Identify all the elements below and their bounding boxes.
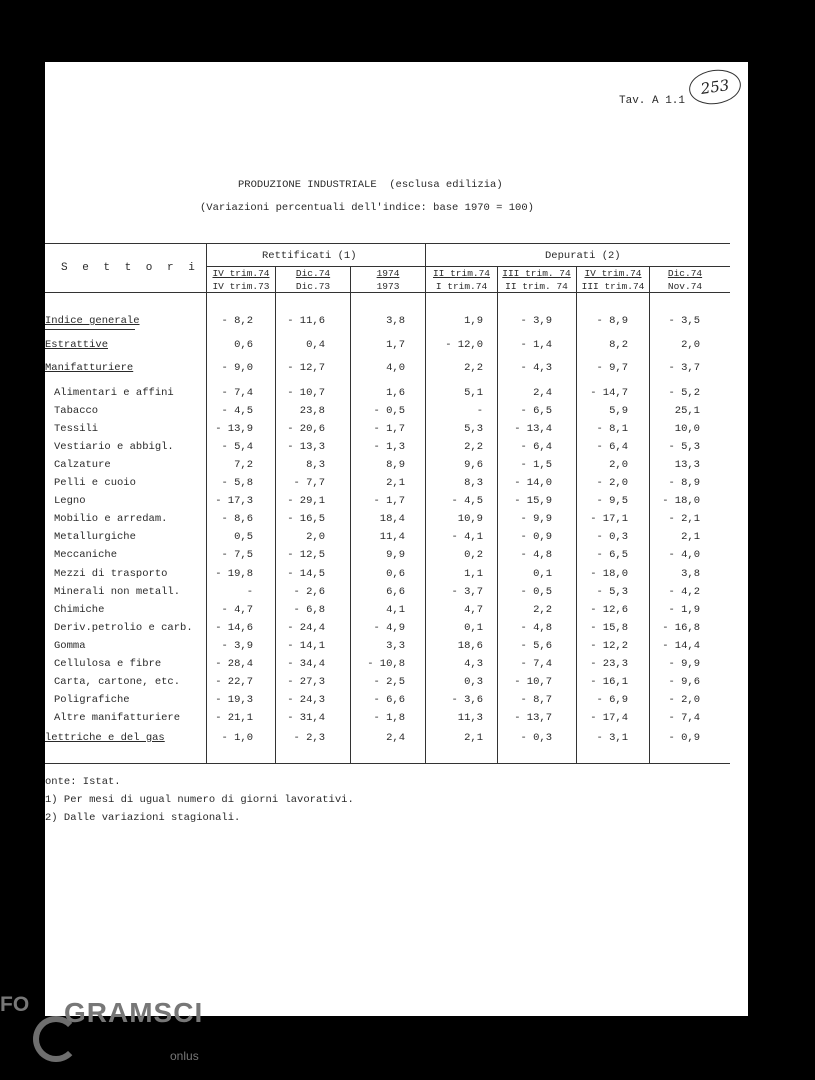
value-cell: 9,9 bbox=[386, 549, 405, 561]
value-cell: - 5,2 bbox=[668, 387, 700, 399]
value-cell: - 1,9 bbox=[668, 604, 700, 616]
value-cell: - 0,5 bbox=[520, 586, 552, 598]
value-cell: - 11,6 bbox=[287, 315, 325, 327]
value-cell: - 5,3 bbox=[668, 441, 700, 453]
watermark-sub: onlus bbox=[170, 1049, 199, 1063]
value-cell: - 3,9 bbox=[520, 315, 552, 327]
value-cell: - 3,9 bbox=[221, 640, 253, 652]
value-cell: - 13,4 bbox=[514, 423, 552, 435]
table-row bbox=[45, 658, 730, 673]
value-cell: 1,9 bbox=[464, 315, 483, 327]
value-cell: - 0,9 bbox=[520, 531, 552, 543]
settori-header: S e t t o r i bbox=[61, 262, 199, 274]
value-cell: 10,0 bbox=[674, 423, 700, 435]
value-cell: - 0,3 bbox=[596, 531, 628, 543]
value-cell: 8,9 bbox=[386, 459, 405, 471]
rettificati-header: Rettificati (1) bbox=[262, 250, 357, 262]
sector-label: Minerali non metall. bbox=[54, 586, 181, 598]
table-row bbox=[45, 387, 730, 402]
value-cell: - 3,7 bbox=[668, 362, 700, 374]
sector-label: Alimentari e affini bbox=[54, 387, 174, 399]
watermark-prefix: FO bbox=[0, 993, 30, 1016]
value-cell: - 4,8 bbox=[520, 622, 552, 634]
value-cell: - 14,5 bbox=[287, 568, 325, 580]
table-row bbox=[45, 441, 730, 456]
period-current: II trim.74 bbox=[432, 268, 490, 279]
value-cell: - 1,5 bbox=[520, 459, 552, 471]
value-cell: - 9,9 bbox=[520, 513, 552, 525]
value-cell: - 4,8 bbox=[520, 549, 552, 561]
value-cell: 0,4 bbox=[306, 339, 325, 351]
value-cell: 6,6 bbox=[386, 586, 405, 598]
value-cell: - 0,9 bbox=[668, 732, 700, 744]
value-cell: - 10,7 bbox=[514, 676, 552, 688]
value-cell: 0,6 bbox=[386, 568, 405, 580]
value-cell: - 2,5 bbox=[373, 676, 405, 688]
sector-label: Carta, cartone, etc. bbox=[54, 676, 181, 688]
value-cell: - 13,7 bbox=[514, 712, 552, 724]
value-cell: - 4,9 bbox=[373, 622, 405, 634]
period-current: III trim. 74 bbox=[502, 268, 571, 279]
period-current: IV trim.74 bbox=[212, 268, 270, 279]
value-cell: 8,3 bbox=[306, 459, 325, 471]
value-cell: - 21,1 bbox=[215, 712, 253, 724]
value-cell: - 22,7 bbox=[215, 676, 253, 688]
value-cell: - 1,8 bbox=[373, 712, 405, 724]
value-cell: 23,8 bbox=[299, 405, 325, 417]
value-cell: - 7,4 bbox=[520, 658, 552, 670]
value-cell: 2,0 bbox=[306, 531, 325, 543]
value-cell: - 1,0 bbox=[221, 732, 253, 744]
table-top-rule bbox=[45, 243, 730, 244]
value-cell: - 7,5 bbox=[221, 549, 253, 561]
value-cell: - bbox=[476, 405, 483, 417]
value-cell: - 16,8 bbox=[662, 622, 700, 634]
value-cell: 2,2 bbox=[533, 604, 552, 616]
table-row bbox=[45, 339, 730, 354]
value-cell: - 0,5 bbox=[373, 405, 405, 417]
value-cell: - 1,7 bbox=[373, 423, 405, 435]
value-cell: - 15,9 bbox=[514, 495, 552, 507]
value-cell: - 12,5 bbox=[287, 549, 325, 561]
sector-label: Mezzi di trasporto bbox=[54, 568, 168, 580]
value-cell: - 14,7 bbox=[590, 387, 628, 399]
value-cell: 5,1 bbox=[464, 387, 483, 399]
sector-label: Mobilio e arredam. bbox=[54, 513, 168, 525]
table-row bbox=[45, 622, 730, 637]
period-header bbox=[353, 267, 423, 293]
period-current: IV trim.74 bbox=[584, 268, 642, 279]
table-row bbox=[45, 549, 730, 564]
value-cell: - 17,3 bbox=[215, 495, 253, 507]
value-cell: 1,6 bbox=[386, 387, 405, 399]
value-cell: - 4,5 bbox=[451, 495, 483, 507]
watermark-name: GRAMSCI bbox=[64, 997, 204, 1028]
table-row bbox=[45, 640, 730, 655]
table-row bbox=[45, 712, 730, 727]
source-note: onte: Istat. bbox=[45, 776, 121, 788]
period-current: Dic.74 bbox=[667, 268, 703, 279]
period-previous: II trim. 74 bbox=[505, 281, 568, 292]
value-cell: - 4,0 bbox=[668, 549, 700, 561]
value-cell: - 3,7 bbox=[451, 586, 483, 598]
value-cell: 3,8 bbox=[681, 568, 700, 580]
value-cell: - 9,9 bbox=[668, 658, 700, 670]
archive-watermark bbox=[0, 985, 815, 1080]
sector-label: Metallurgiche bbox=[54, 531, 136, 543]
sector-label: Chimiche bbox=[54, 604, 105, 616]
value-cell: 2,4 bbox=[533, 387, 552, 399]
value-cell: - 18,0 bbox=[590, 568, 628, 580]
value-cell: - 2,6 bbox=[293, 586, 325, 598]
value-cell: 11,4 bbox=[379, 531, 405, 543]
value-cell: 8,2 bbox=[609, 339, 628, 351]
sector-label: Altre manifatturiere bbox=[54, 712, 181, 724]
value-cell: - 5,3 bbox=[596, 586, 628, 598]
table-row bbox=[45, 477, 730, 492]
value-cell: - 2,0 bbox=[668, 694, 700, 706]
value-cell: - 8,2 bbox=[221, 315, 253, 327]
value-cell: 7,2 bbox=[234, 459, 253, 471]
sector-label: Cellulosa e fibre bbox=[54, 658, 162, 670]
value-cell: - 8,1 bbox=[596, 423, 628, 435]
value-cell: - 17,1 bbox=[590, 513, 628, 525]
value-cell: 25,1 bbox=[674, 405, 700, 417]
table-row bbox=[45, 604, 730, 619]
table-row bbox=[45, 586, 730, 601]
value-cell: - 6,8 bbox=[293, 604, 325, 616]
sector-label: Manifatturiere bbox=[45, 362, 134, 374]
depurati-header: Depurati (2) bbox=[545, 250, 621, 262]
value-cell: - 9,5 bbox=[596, 495, 628, 507]
table-row bbox=[45, 568, 730, 583]
value-cell: - 12,7 bbox=[287, 362, 325, 374]
value-cell: 0,5 bbox=[234, 531, 253, 543]
value-cell: 0,1 bbox=[464, 622, 483, 634]
period-previous: Nov.74 bbox=[667, 281, 703, 292]
value-cell: - 13,9 bbox=[215, 423, 253, 435]
sector-label: Estrattive bbox=[45, 339, 109, 351]
value-cell: - 6,9 bbox=[596, 694, 628, 706]
period-header bbox=[209, 267, 273, 293]
value-cell: - 1,4 bbox=[520, 339, 552, 351]
value-cell: - 19,3 bbox=[215, 694, 253, 706]
table-title: PRODUZIONE INDUSTRIALE (esclusa edilizia) bbox=[238, 179, 503, 191]
value-cell: 8,3 bbox=[464, 477, 483, 489]
value-cell: - 31,4 bbox=[287, 712, 325, 724]
table-subtitle: (Variazioni percentuali dell'indice: base 1970 = 100) bbox=[200, 202, 534, 214]
value-cell: - 1,3 bbox=[373, 441, 405, 453]
value-cell: - 13,3 bbox=[287, 441, 325, 453]
value-cell: - 7,4 bbox=[221, 387, 253, 399]
value-cell: 18,6 bbox=[457, 640, 483, 652]
value-cell: 5,3 bbox=[464, 423, 483, 435]
value-cell: 0,3 bbox=[464, 676, 483, 688]
table-reference: Tav. A 1.1 bbox=[619, 95, 686, 107]
value-cell: - 34,4 bbox=[287, 658, 325, 670]
value-cell: 2,2 bbox=[464, 441, 483, 453]
value-cell: 9,6 bbox=[464, 459, 483, 471]
period-current: Dic.74 bbox=[295, 268, 331, 279]
period-current: 1974 bbox=[376, 268, 400, 279]
table-row bbox=[45, 676, 730, 691]
value-cell: - 6,5 bbox=[520, 405, 552, 417]
value-cell: - 10,8 bbox=[367, 658, 405, 670]
value-cell: 2,1 bbox=[681, 531, 700, 543]
value-cell: - 5,6 bbox=[520, 640, 552, 652]
table-row bbox=[45, 362, 730, 377]
value-cell: - 5,8 bbox=[221, 477, 253, 489]
sector-label: Vestiario e abbigl. bbox=[54, 441, 174, 453]
value-cell: - 17,4 bbox=[590, 712, 628, 724]
value-cell: - 14,1 bbox=[287, 640, 325, 652]
value-cell: - bbox=[246, 586, 253, 598]
table-row bbox=[45, 423, 730, 438]
value-cell: - 29,1 bbox=[287, 495, 325, 507]
sector-label: Deriv.petrolio e carb. bbox=[54, 622, 193, 634]
sector-label: Meccaniche bbox=[54, 549, 118, 561]
sector-label: Calzature bbox=[54, 459, 111, 471]
value-cell: - 15,8 bbox=[590, 622, 628, 634]
period-previous: Dic.73 bbox=[295, 281, 331, 292]
table-row bbox=[45, 694, 730, 709]
value-cell: 1,7 bbox=[386, 339, 405, 351]
value-cell: 2,1 bbox=[464, 732, 483, 744]
value-cell: 2,2 bbox=[464, 362, 483, 374]
value-cell: 18,4 bbox=[379, 513, 405, 525]
value-cell: 2,4 bbox=[386, 732, 405, 744]
period-header bbox=[278, 267, 348, 293]
period-previous: I trim.74 bbox=[435, 281, 488, 292]
value-cell: - 8,9 bbox=[596, 315, 628, 327]
sector-label: Tabacco bbox=[54, 405, 99, 417]
table-row bbox=[45, 315, 730, 330]
value-cell: 10,9 bbox=[457, 513, 483, 525]
value-cell: 4,1 bbox=[386, 604, 405, 616]
value-cell: - 18,0 bbox=[662, 495, 700, 507]
footnote-1: 1) Per mesi di ugual numero di giorni lavorativi. bbox=[45, 794, 354, 806]
value-cell: - 16,1 bbox=[590, 676, 628, 688]
value-cell: - 12,6 bbox=[590, 604, 628, 616]
value-cell: - 19,8 bbox=[215, 568, 253, 580]
sector-label: Pelli e cuoio bbox=[54, 477, 136, 489]
value-cell: - 1,7 bbox=[373, 495, 405, 507]
value-cell: 3,3 bbox=[386, 640, 405, 652]
value-cell: 0,1 bbox=[533, 568, 552, 580]
table-row bbox=[45, 732, 730, 747]
page-number-stamp: 253 bbox=[687, 67, 743, 108]
value-cell: - 23,3 bbox=[590, 658, 628, 670]
table-row bbox=[45, 459, 730, 474]
value-cell: - 14,0 bbox=[514, 477, 552, 489]
value-cell: 4,7 bbox=[464, 604, 483, 616]
value-cell: 0,2 bbox=[464, 549, 483, 561]
value-cell: - 7,7 bbox=[293, 477, 325, 489]
value-cell: 4,0 bbox=[386, 362, 405, 374]
value-cell: - 2,0 bbox=[596, 477, 628, 489]
value-cell: 13,3 bbox=[674, 459, 700, 471]
value-cell: - 28,4 bbox=[215, 658, 253, 670]
value-cell: - 12,2 bbox=[590, 640, 628, 652]
value-cell: - 4,1 bbox=[451, 531, 483, 543]
value-cell: 4,3 bbox=[464, 658, 483, 670]
table-row bbox=[45, 405, 730, 420]
value-cell: 2,0 bbox=[681, 339, 700, 351]
sector-label: Tessili bbox=[54, 423, 99, 435]
value-cell: 0,6 bbox=[234, 339, 253, 351]
value-cell: 2,0 bbox=[609, 459, 628, 471]
double-underline bbox=[45, 329, 135, 330]
value-cell: - 27,3 bbox=[287, 676, 325, 688]
document-page bbox=[45, 62, 748, 1016]
value-cell: - 6,4 bbox=[596, 441, 628, 453]
value-cell: 3,8 bbox=[386, 315, 405, 327]
value-cell: - 6,4 bbox=[520, 441, 552, 453]
value-cell: - 4,7 bbox=[221, 604, 253, 616]
value-cell: - 14,4 bbox=[662, 640, 700, 652]
value-cell: - 2,3 bbox=[293, 732, 325, 744]
value-cell: 2,1 bbox=[386, 477, 405, 489]
value-cell: - 6,6 bbox=[373, 694, 405, 706]
period-header bbox=[428, 267, 495, 293]
value-cell: - 24,4 bbox=[287, 622, 325, 634]
value-cell: - 9,6 bbox=[668, 676, 700, 688]
sector-label: Poligrafiche bbox=[54, 694, 130, 706]
table-row bbox=[45, 495, 730, 510]
value-cell: - 9,0 bbox=[221, 362, 253, 374]
value-cell: - 3,6 bbox=[451, 694, 483, 706]
value-cell: - 4,5 bbox=[221, 405, 253, 417]
value-cell: - 20,6 bbox=[287, 423, 325, 435]
value-cell: - 10,7 bbox=[287, 387, 325, 399]
value-cell: - 7,4 bbox=[668, 712, 700, 724]
footnotes bbox=[45, 773, 354, 827]
value-cell: - 5,4 bbox=[221, 441, 253, 453]
value-cell: - 3,5 bbox=[668, 315, 700, 327]
sector-label: Gomma bbox=[54, 640, 86, 652]
value-cell: - 4,3 bbox=[520, 362, 552, 374]
value-cell: - 16,5 bbox=[287, 513, 325, 525]
value-cell: - 4,2 bbox=[668, 586, 700, 598]
value-cell: - 8,7 bbox=[520, 694, 552, 706]
value-cell: - 8,9 bbox=[668, 477, 700, 489]
period-previous: IV trim.73 bbox=[212, 281, 270, 292]
value-cell: - 0,3 bbox=[520, 732, 552, 744]
footnote-2: 2) Dalle variazioni stagionali. bbox=[45, 812, 241, 824]
value-cell: - 6,5 bbox=[596, 549, 628, 561]
value-cell: - 8,6 bbox=[221, 513, 253, 525]
sector-label: Legno bbox=[54, 495, 86, 507]
value-cell: - 24,3 bbox=[287, 694, 325, 706]
table-row bbox=[45, 531, 730, 546]
value-cell: - 12,0 bbox=[445, 339, 483, 351]
sector-label: lettriche e del gas bbox=[45, 732, 165, 744]
value-cell: - 3,1 bbox=[596, 732, 628, 744]
period-header bbox=[500, 267, 573, 293]
table-bottom-rule bbox=[45, 763, 730, 764]
value-cell: 1,1 bbox=[464, 568, 483, 580]
period-previous: 1973 bbox=[376, 281, 400, 292]
value-cell: - 14,6 bbox=[215, 622, 253, 634]
value-cell: - 2,1 bbox=[668, 513, 700, 525]
period-header bbox=[579, 267, 647, 293]
period-header bbox=[652, 267, 718, 293]
period-previous: III trim.74 bbox=[581, 281, 645, 292]
value-cell: 11,3 bbox=[457, 712, 483, 724]
table-row bbox=[45, 513, 730, 528]
value-cell: 5,9 bbox=[609, 405, 628, 417]
value-cell: - 9,7 bbox=[596, 362, 628, 374]
sector-label: Indice generale bbox=[45, 315, 140, 327]
